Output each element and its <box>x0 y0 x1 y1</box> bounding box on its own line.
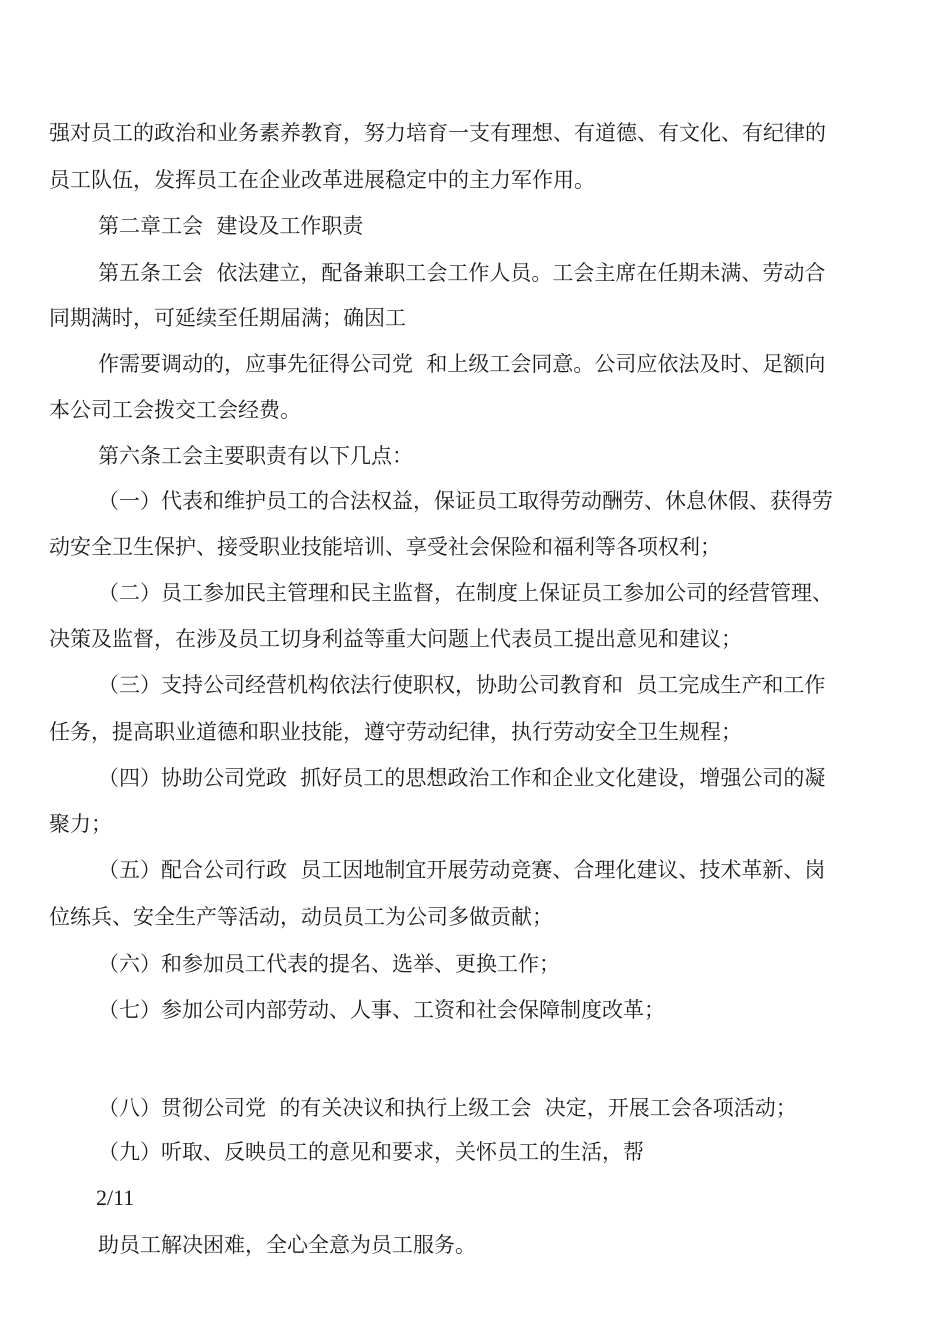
paragraph-line: 动安全卫生保护、接受职业技能培训、享受社会保险和福利等各项权利； <box>49 535 721 559</box>
paragraph-line: 同期满时，可延续至任期届满；确因工 <box>49 306 406 330</box>
list-item: （四）协助公司党政 抓好员工的思想政治工作和企业文化建设，增强公司的凝 <box>98 766 826 790</box>
article-heading: 第六条工会主要职责有以下几点： <box>98 444 413 468</box>
list-item: （二）员工参加民主管理和民主监督，在制度上保证员工参加公司的经营管理、 <box>98 581 833 605</box>
paragraph-line: 作需要调动的，应事先征得公司党 和上级工会同意。公司应依法及时、足额向 <box>98 352 826 376</box>
chapter-heading: 第二章工会 建设及工作职责 <box>98 214 364 238</box>
paragraph-line: 位练兵、安全生产等活动，动员员工为公司多做贡献； <box>49 905 553 929</box>
paragraph-line: 聚力； <box>49 812 112 836</box>
paragraph-line: 决策及监督，在涉及员工切身利益等重大问题上代表员工提出意见和建议； <box>49 627 742 651</box>
paragraph-line: 强对员工的政治和业务素养教育，努力培育一支有理想、有道德、有文化、有纪律的 <box>49 121 826 145</box>
paragraph-line: 第五条工会 依法建立，配备兼职工会工作人员。工会主席在任期未满、劳动合 <box>98 261 826 285</box>
list-item: （九）听取、反映员工的意见和要求，关怀员工的生活，帮 <box>98 1140 644 1164</box>
paragraph-line: 助员工解决困难，全心全意为员工服务。 <box>98 1233 476 1257</box>
paragraph-line: 员工队伍，发挥员工在企业改革进展稳定中的主力军作用。 <box>49 168 595 192</box>
list-item: （八）贯彻公司党 的有关决议和执行上级工会 决定，开展工会各项活动； <box>98 1096 797 1120</box>
paragraph-line: 任务，提高职业道德和职业技能，遵守劳动纪律，执行劳动安全卫生规程； <box>49 720 742 744</box>
paragraph-line: 本公司工会拨交工会经费。 <box>49 398 301 422</box>
list-item: （六）和参加员工代表的提名、选举、更换工作； <box>98 952 560 976</box>
list-item: （五）配合公司行政 员工因地制宜开展劳动竞赛、合理化建议、技术革新、岗 <box>98 858 826 882</box>
list-item: （一）代表和维护员工的合法权益，保证员工取得劳动酬劳、休息休假、获得劳 <box>98 489 833 513</box>
list-item: （七）参加公司内部劳动、人事、工资和社会保障制度改革； <box>98 998 665 1022</box>
page-number: 2/11 <box>96 1185 135 1210</box>
list-item: （三）支持公司经营机构依法行使职权，协助公司教育和 员工完成生产和工作 <box>98 673 826 697</box>
